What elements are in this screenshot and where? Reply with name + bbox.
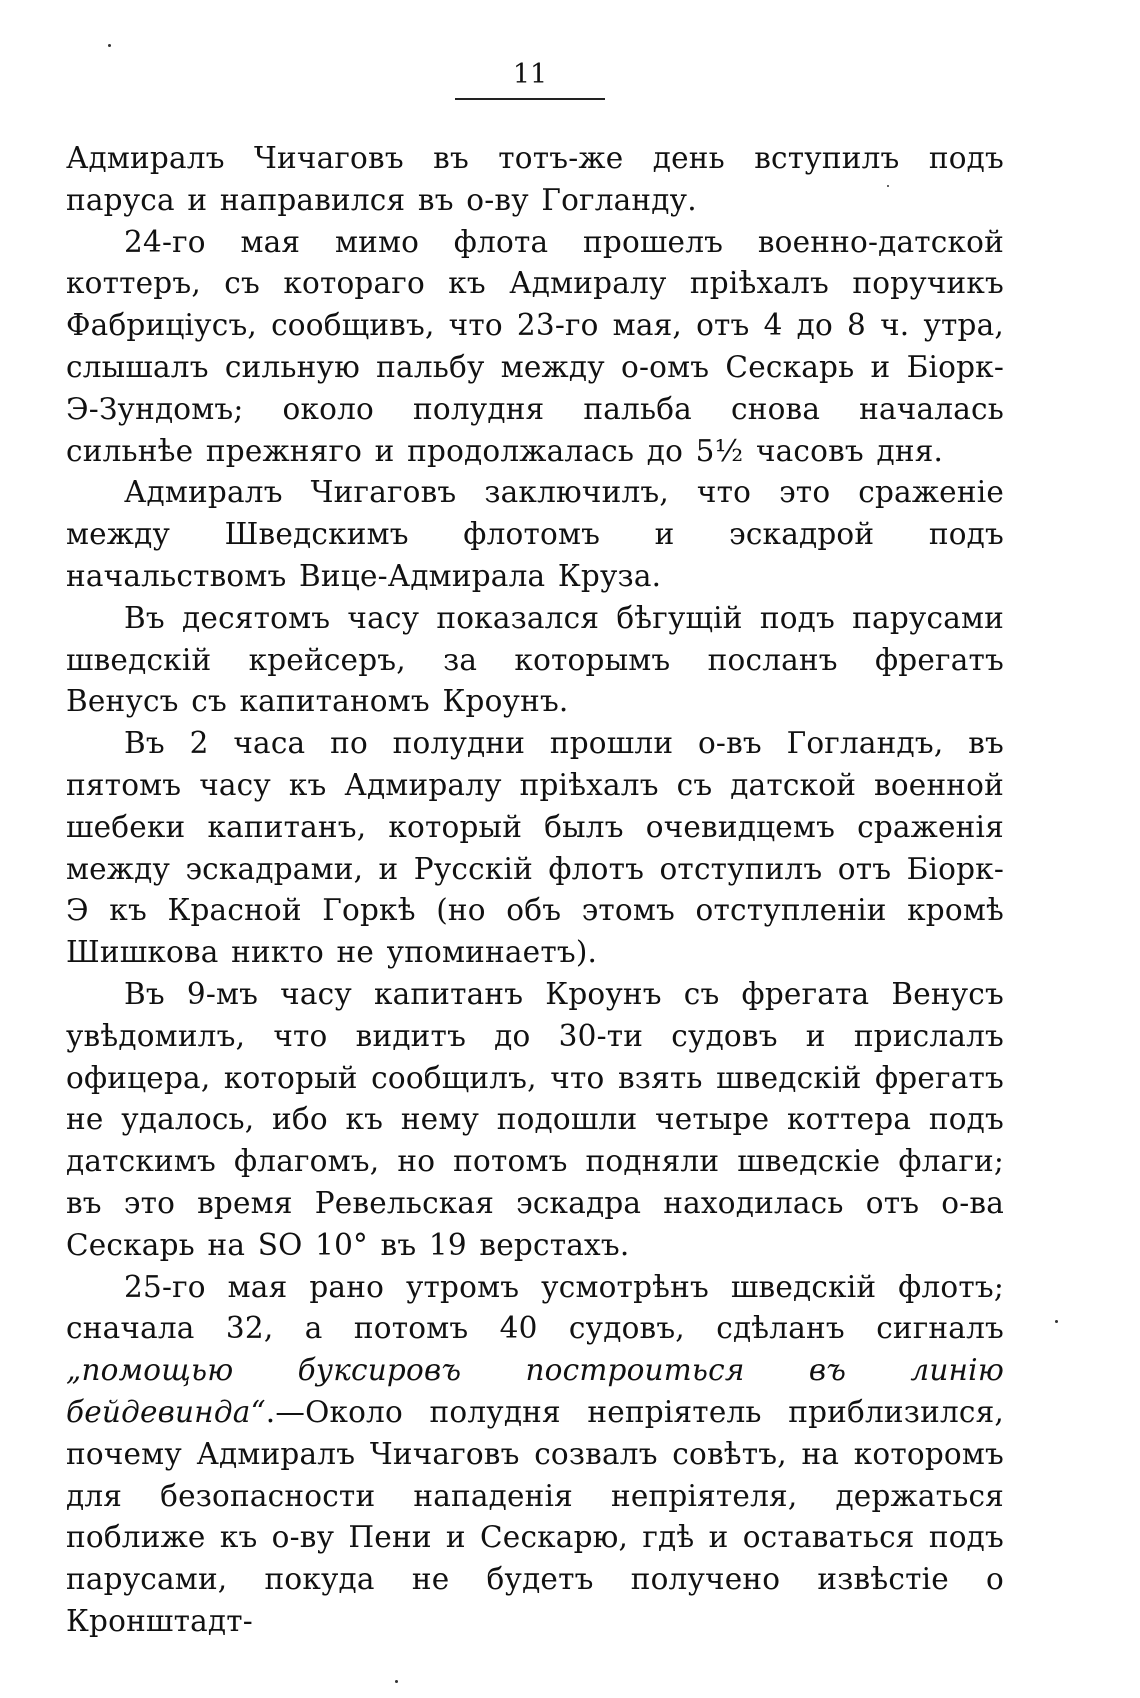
paragraph-2: 24-го мая мимо флота прошелъ военно-датской коттеръ, съ котораго къ Адмиралу пріѣхалъ поручикъ Фабриціусъ, сообщивъ, что 23-го мая, отъ 4 до 8 ч. утра, слышалъ сильную пальбу между о-омъ Сескарь и Біорк-Э-Зундомъ; около полудня пальба снова началась сильнѣе прежняго и продолжалась до 5½ часовъ дня. xyxy=(66,224,1004,468)
print-speck xyxy=(108,44,111,47)
page-number: 11 xyxy=(455,60,605,100)
page-text-body xyxy=(66,138,1004,1643)
print-speck xyxy=(395,1680,398,1683)
paragraph-7-end: .—Около полудня непріятель приблизился, почему Адмиралъ Чичаговъ созвалъ совѣтъ, на которомъ для безопасности нападенія непріятеля, держаться поближе къ о-ву Пени и Сескарю, гдѣ и оставаться подъ парусами, покуда не будетъ получено извѣстіе о Кронштадт- xyxy=(66,1394,1004,1638)
print-speck xyxy=(887,185,889,187)
signal-quote: „помощью буксировъ построиться въ линію бейдевинда“ xyxy=(66,1353,1004,1429)
paragraph-4: Въ десятомъ часу показался бѣгущій подъ парусами шведскій крейсеръ, за которымъ посланъ фрегатъ Венусъ съ капитаномъ Кроунъ. xyxy=(66,600,1004,719)
paragraph-7-start: 25-го мая рано утромъ усмотрѣнъ шведскій флотъ; сначала 32, а потомъ 40 судовъ, сдѣланъ сигналъ xyxy=(66,1269,1004,1346)
paragraph-3: Адмиралъ Чигаговъ заключилъ, что это сраженіе между Шведскимъ флотомъ и эскадрой подъ начальствомъ Вице-Адмирала Круза. xyxy=(66,475,1004,593)
paragraph-6: Въ 9-мъ часу капитанъ Кроунъ съ фрегата Венусъ увѣдомилъ, что видитъ до 30-ти судовъ и прислалъ офицера, который сообщилъ, что взять шведскій фрегатъ не удалось, ибо къ нему подошли четыре коттера подъ датскимъ флагомъ, но потомъ подняли шведскіе флаги; въ это время Ревельская эскадра находилась отъ о-ва Сескарь на SO 10° въ 19 верстахъ. xyxy=(66,976,1004,1262)
paragraph-1: Адмиралъ Чичаговъ въ тотъ-же день вступилъ подъ паруса и направился въ о-ву Гогланду. xyxy=(66,141,1004,217)
print-speck xyxy=(1055,1320,1058,1323)
paragraph-5: Въ 2 часа по полудни прошли о-въ Гогландъ, въ пятомъ часу къ Адмиралу пріѣхалъ съ датской военной шебеки капитанъ, который былъ очевидцемъ сраженія между эскадрами, и Русскій флотъ отступилъ отъ Біорк-Э къ Красной Горкѣ (но объ этомъ отступленіи кромѣ Шишкова никто не упоминаетъ). xyxy=(66,726,1004,970)
paragraph-7 xyxy=(66,1267,1004,1643)
